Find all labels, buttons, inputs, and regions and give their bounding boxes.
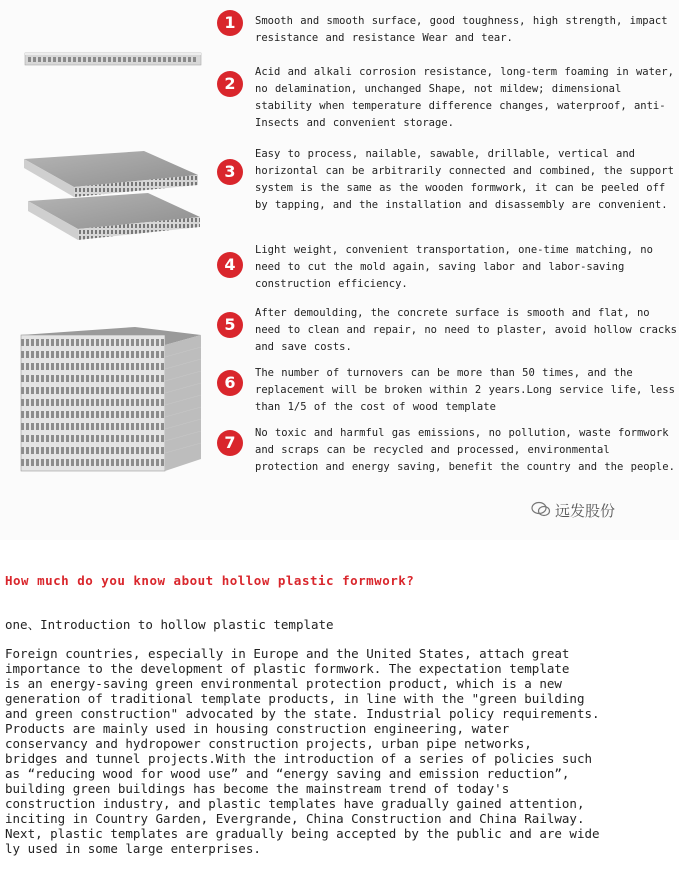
- feature-text: Light weight, convenient transportation, one-time matching, no need to cut the mold again, saving labor and labor-saving construction efficiency.: [255, 244, 653, 290]
- watermark-text: 远发股份: [555, 502, 616, 520]
- body-line: and green construction" advocated by the state. Industrial policy requirements.: [5, 706, 600, 721]
- two-panels-image: [18, 145, 208, 250]
- feature-text: Easy to process, nailable, sawable, drillable, vertical and horizontal can be arbitrarily connected and combined, the support system is the same as the wooden formwork, it can be peeled off by tapping, and the installation and disassembly are convenient.: [255, 148, 674, 211]
- body-line: generation of traditional template products, in line with the "green building: [5, 691, 585, 706]
- body-line: as “reducing wood for wood use” and “energy saving and emission reduction”,: [5, 766, 570, 781]
- number-badge: 1: [217, 10, 243, 36]
- number-badge: 5: [217, 312, 243, 338]
- watermark: [555, 500, 615, 521]
- feature-item: [217, 146, 679, 236]
- feature-item: [217, 365, 679, 420]
- number-badge: 3: [217, 159, 243, 185]
- body-line: importance to the development of plastic formwork. The expectation template: [5, 661, 570, 676]
- body-line: construction industry, and plastic templates have gradually gained attention,: [5, 796, 585, 811]
- body-line: Foreign countries, especially in Europe and the United States, attach great: [5, 646, 570, 661]
- body-text: [5, 646, 677, 856]
- number-badge: 2: [217, 71, 243, 97]
- wechat-icon: [531, 501, 551, 517]
- single-panel-image: [22, 50, 204, 70]
- body-line: inciting in Country Garden, Evergrande, China Construction and China Railway.: [5, 811, 585, 826]
- number-badge: 4: [217, 252, 243, 278]
- body-line: Next, plastic templates are gradually being accepted by the public and are wide: [5, 826, 600, 841]
- panel-stack-image: [15, 325, 205, 475]
- number-badge: 6: [217, 370, 243, 396]
- body-line: is an energy-saving green environmental protection product, which is a new: [5, 676, 562, 691]
- feature-text: After demoulding, the concrete surface is smooth and flat, no need to clean and repair, no need to plaster, avoid hollow cracks and save costs.: [255, 307, 677, 353]
- body-line: bridges and tunnel projects.With the introduction of a series of policies such: [5, 751, 592, 766]
- feature-item: [217, 64, 679, 134]
- feature-text: The number of turnovers can be more than 50 times, and the replacement will be broken within 2 years.Long service life, less than 1/5 of the cost of wood template: [255, 367, 675, 413]
- body-line: ly used in some large enterprises.: [5, 841, 261, 856]
- number-badge: 7: [217, 430, 243, 456]
- feature-item: [217, 10, 679, 50]
- feature-item: [217, 425, 679, 495]
- feature-text: No toxic and harmful gas emissions, no pollution, waste formwork and scraps can be recycled and processed, environmental protection and energy saving, benefit the country and the people.: [255, 427, 675, 473]
- body-line: Products are mainly used in housing construction engineering, water: [5, 721, 510, 736]
- feature-text: Acid and alkali corrosion resistance, long-term foaming in water, no delamination, unchanged Shape, not mildew; dimensional stability when temperature difference changes, waterproof, anti-Insects and convenient storage.: [255, 66, 674, 129]
- section-heading: How much do you know about hollow plastic formwork?: [5, 573, 415, 588]
- feature-item: [217, 242, 679, 297]
- body-line: conservancy and hydropower construction projects, urban pipe networks,: [5, 736, 532, 751]
- subsection-title: one、Introduction to hollow plastic template: [5, 617, 334, 632]
- body-line: building green buildings has become the mainstream trend of today's: [5, 781, 510, 796]
- feature-text: Smooth and smooth surface, good toughness, high strength, impact resistance and resistance Wear and tear.: [255, 15, 668, 44]
- feature-item: [217, 305, 679, 360]
